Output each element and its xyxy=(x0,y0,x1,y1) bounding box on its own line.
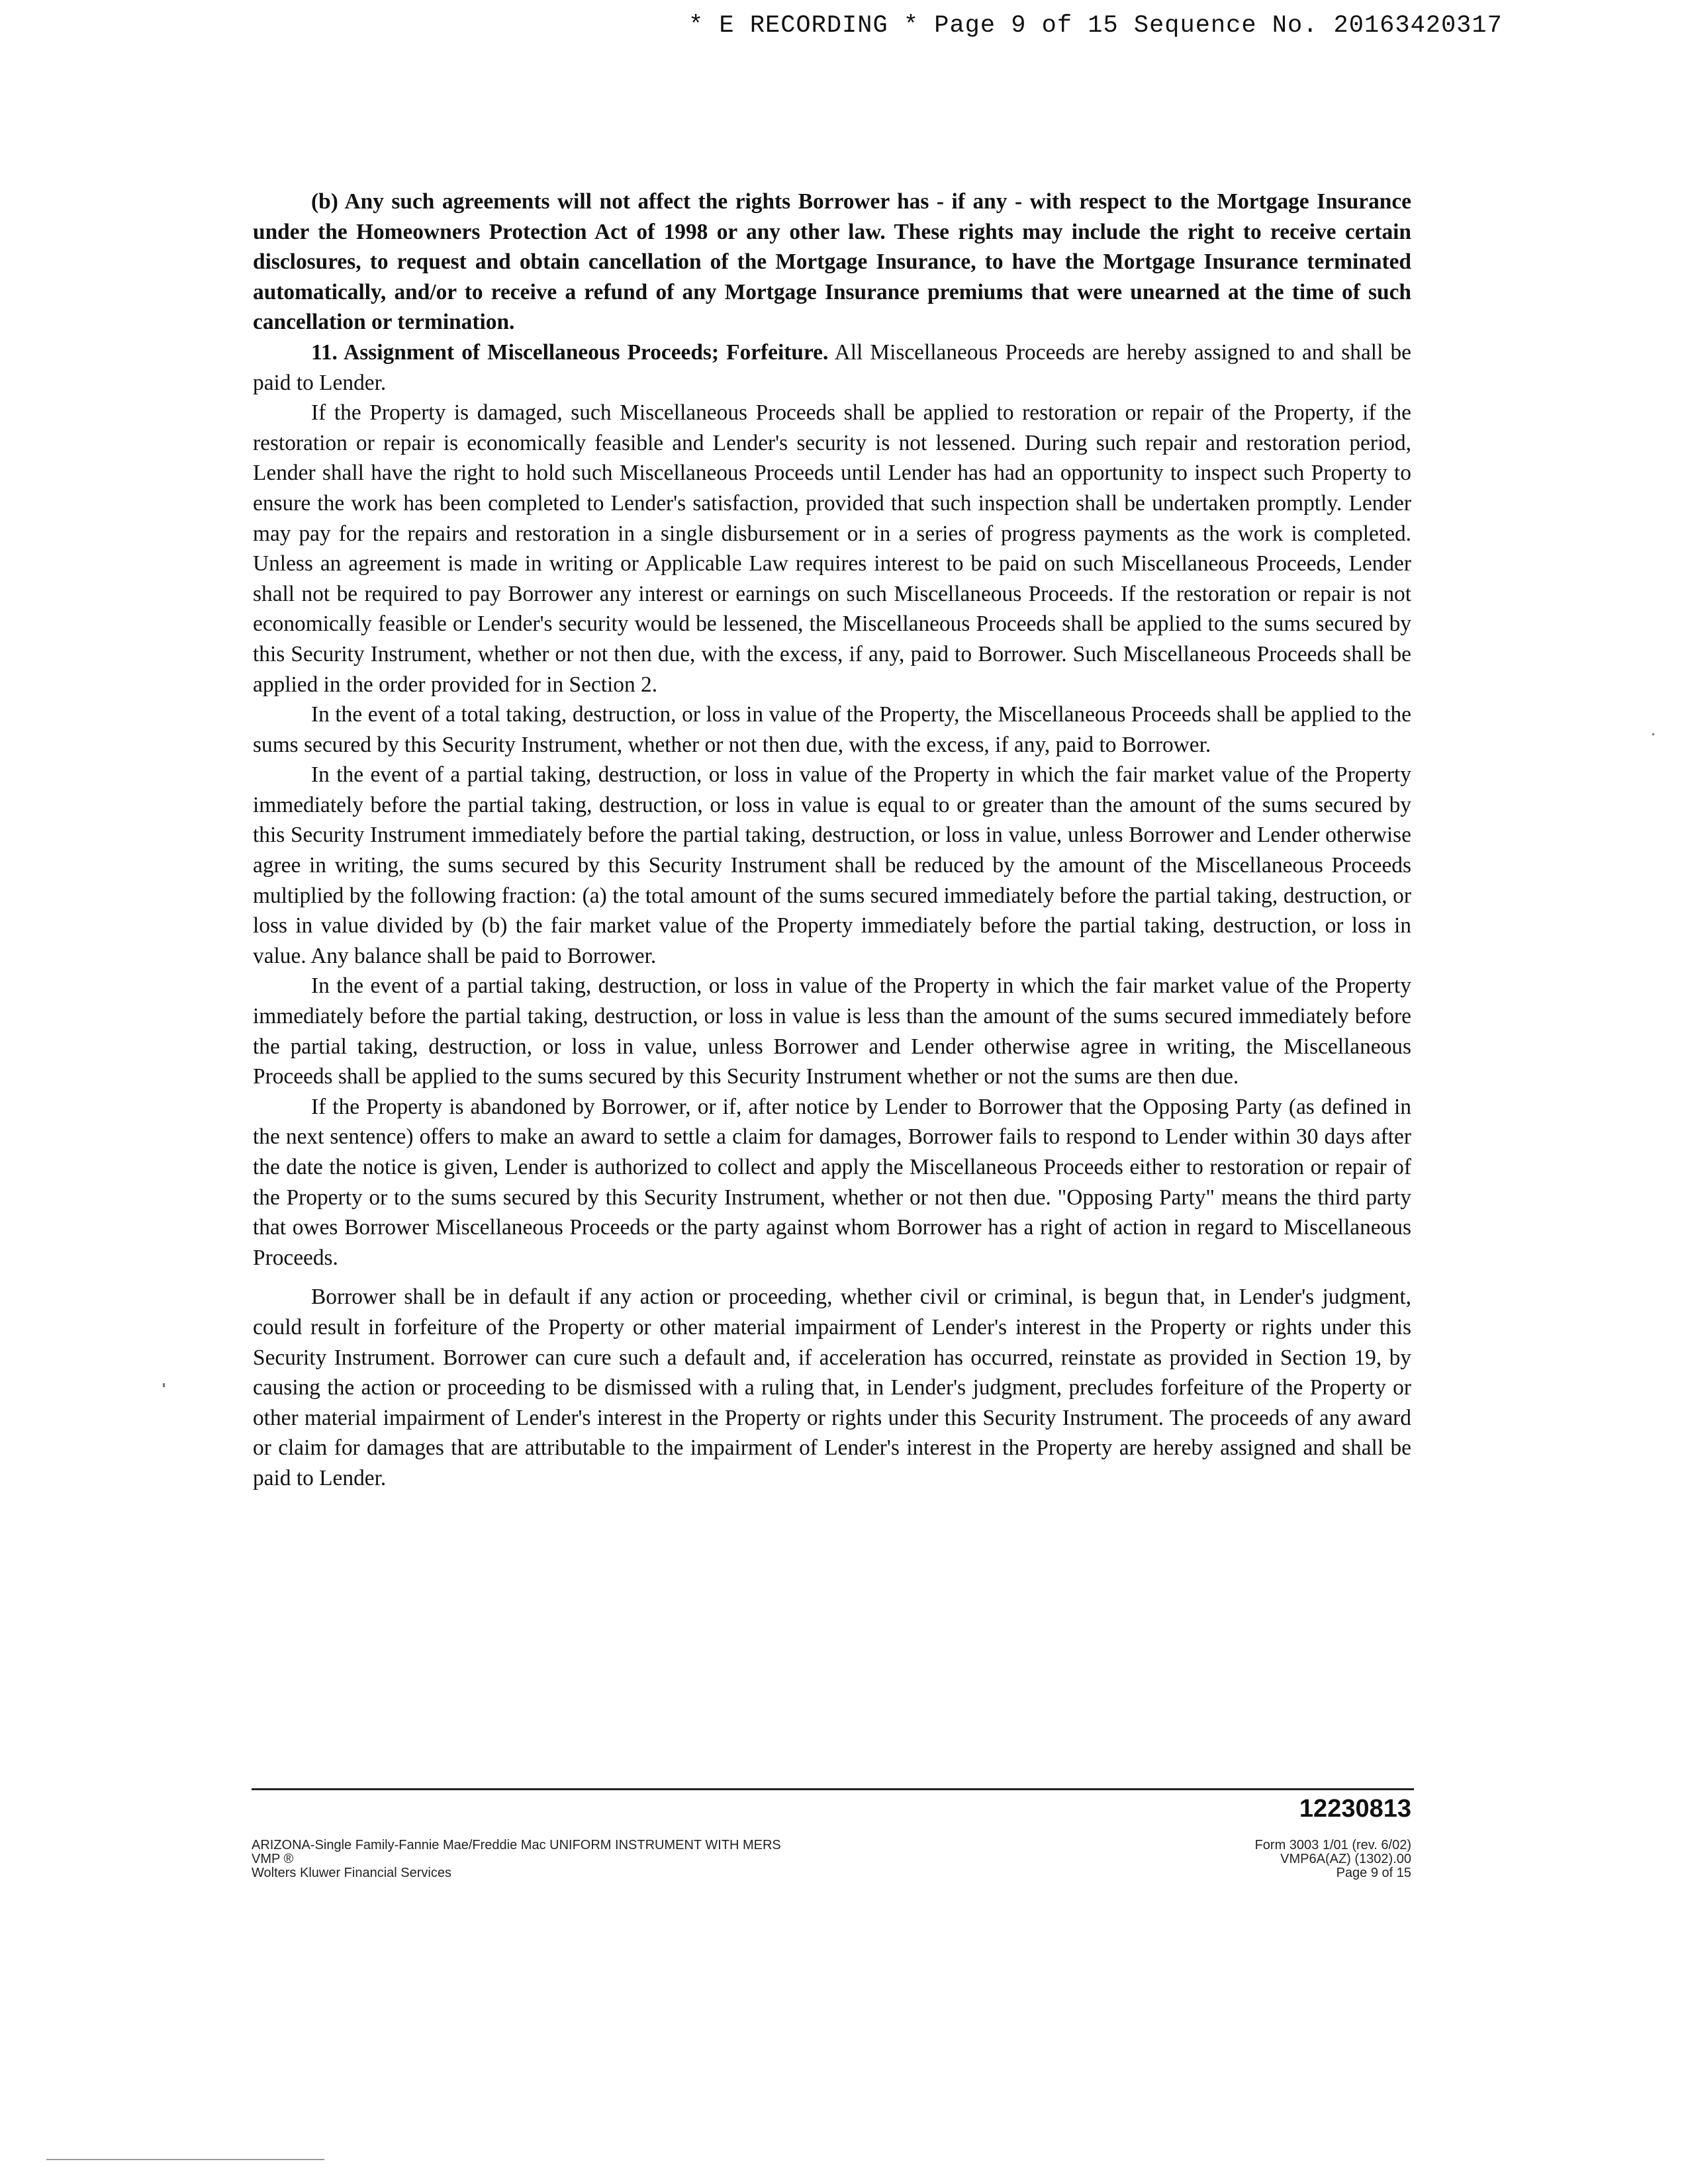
loan-number: 12230813 xyxy=(1299,1795,1411,1823)
paragraph-b: (b) Any such agreements will not affect the rights Borrower has - if any - with respect to the Mortgage Insurance under the Homeowners Protection Act of 1998 or any other law. These rights may include the right to receive certain disclosures, to request and obtain cancellation of the Mortgage Insurance, to have the Mortgage Insurance terminated automatically, and/or to receive a refund of any Mortgage Insurance premiums that were unearned at the time of such cancellation or termination. xyxy=(253,189,1411,335)
paragraph-abandoned: If the Property is abandoned by Borrower, or if, after notice by Lender to Borrower that the Opposing Party (as defined in the next sentence) offers to make an award to settle a claim for damages, Borrower fails to respond to Lender within 30 days after the date the notice is given, Lender is authorized to collect and apply the Miscellaneous Proceeds either to restoration or repair of the Property or to the sums secured by this Security Instrument, whether or not then due. "Opposing Party" means the third party that owes Borrower Miscellaneous Proceeds or the party against whom Borrower has a right of action in regard to Miscellaneous Proceeds. xyxy=(253,1094,1411,1270)
paragraph-partial-taking-greater: In the event of a partial taking, destruction, or loss in value of the Property in which the fair market value of the Property immediately before the partial taking, destruction, or loss in value is equal to or greater than the amount of the sums secured by this Security Instrument immediately before the partial taking, destruction, or loss in value, unless Borrower and Lender otherwise agree in writing, the sums secured by this Security Instrument shall be reduced by the amount of the Miscellaneous Proceeds multiplied by the following fraction: (a) the total amount of the sums secured immediately before the partial taking, destruction, or loss in value divided by (b) the fair market value of the Property immediately before the partial taking, destruction, or loss in value. Any balance shall be paid to Borrower. xyxy=(253,762,1411,968)
footer-divider xyxy=(252,1788,1414,1790)
recording-header: * E RECORDING * Page 9 of 15 Sequence No. 20163420317 xyxy=(688,12,1503,40)
footer-page-number: Page 9 of 15 xyxy=(1336,1866,1411,1880)
footer-form-number xyxy=(1255,1839,1411,1880)
footer-publisher: Wolters Kluwer Financial Services xyxy=(252,1866,451,1880)
footer-vmp-code: VMP6A(AZ) (1302).00 xyxy=(1280,1852,1411,1866)
paragraph-damaged: If the Property is damaged, such Miscellaneous Proceeds shall be applied to restoration or repair of the Property, if the restoration or repair is economically feasible and Lender's security is not lessened. During such repair and restoration period, Lender shall have the right to hold such Miscellaneous Proceeds until Lender has had an opportunity to inspect such Property to ensure the work has been completed to Lender's satisfaction, provided that such inspection shall be undertaken promptly. Lender may pay for the repairs and restoration in a single disbursement or in a series of progress payments as the work is completed. Unless an agreement is made in writing or Applicable Law requires interest to be paid on such Miscellaneous Proceeds, Lender shall not be required to pay Borrower any interest or earnings on such Miscellaneous Proceeds. If the restoration or repair is not economically feasible or Lender's security would be lessened, the Miscellaneous Proceeds shall be applied to the sums secured by this Security Instrument, whether or not then due, with the excess, if any, paid to Borrower. Such Miscellaneous Proceeds shall be applied in the order provided for in Section 2. xyxy=(253,400,1411,697)
section-11-title: 11. Assignment of Miscellaneous Proceeds; Forfeiture. xyxy=(311,340,829,365)
scan-artifact-line xyxy=(46,2159,324,2160)
paragraph-partial-taking-less: In the event of a partial taking, destruction, or loss in value of the Property in which the fair market value of the Property immediately before the partial taking, destruction, or loss in value is less than the amount of the sums secured immediately before the partial taking, destruction, or loss in value, unless Borrower and Lender otherwise agree in writing, the Miscellaneous Proceeds shall be applied to the sums secured by this Security Instrument whether or not the sums are then due. xyxy=(253,974,1411,1089)
paragraph-total-taking: In the event of a total taking, destruction, or loss in value of the Property, the Miscellaneous Proceeds shall be applied to the sums secured by this Security Instrument, whether or not then due, with the excess, if any, paid to Borrower. xyxy=(253,702,1411,757)
section-11-intro: All Miscellaneous Proceeds are hereby assigned to and shall be paid to Lender. xyxy=(253,340,1411,395)
footer-vmp: VMP ® xyxy=(252,1852,294,1866)
paragraph-default: Borrower shall be in default if any action or proceeding, whether civil or criminal, is begun that, in Lender's judgment, could result in forfeiture of the Property or other material impairment of Lender's interest in the Property or rights under this Security Instrument. Borrower can cure such a default and, if acceleration has occurred, reinstate as provided in Section 19, by causing the action or proceeding to be dismissed with a ruling that, in Lender's judgment, precludes forfeiture of the Property or other material impairment of Lender's interest in the Property or rights under this Security Instrument. The proceeds of any award or claim for damages that are attributable to the impairment of Lender's interest in the Property are hereby assigned and shall be paid to Lender. xyxy=(253,1285,1411,1490)
footer-form-info xyxy=(252,1839,781,1880)
section-11-paragraph xyxy=(253,338,1411,398)
footer-form-title: ARIZONA-Single Family-Fannie Mae/Freddie Mac UNIFORM INSTRUMENT WITH MERS xyxy=(252,1838,781,1852)
document-body xyxy=(253,187,1411,1494)
footer-form-version: Form 3003 1/01 (rev. 6/02) xyxy=(1254,1838,1411,1852)
scan-artifact-dot xyxy=(163,1383,165,1387)
scan-artifact-dot xyxy=(1652,733,1654,735)
